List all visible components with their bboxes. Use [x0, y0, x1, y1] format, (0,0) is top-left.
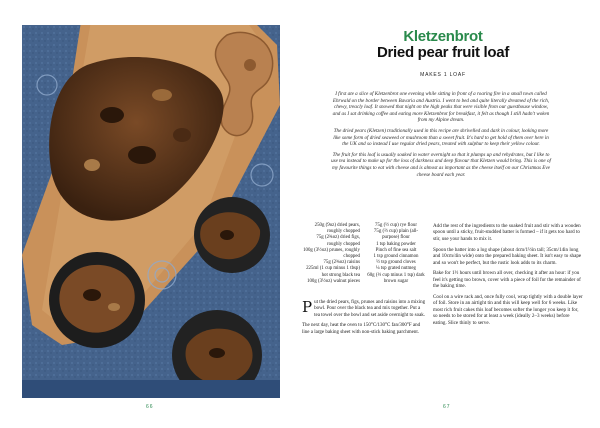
ingredient-item: 100g (3½oz) walnut pieces	[307, 278, 360, 284]
recipe-yield: MAKES 1 LOAF	[420, 72, 466, 78]
ingredient-item: 1 tsp ground cinnamon	[373, 254, 419, 260]
recipe-title: Dried pear fruit loaf	[376, 44, 510, 61]
ingredient-item: ½ tsp ground cloves	[376, 260, 416, 266]
ingredient-item: 75g (2¾oz) dried figs, roughly chopped	[316, 235, 360, 247]
method-step: Bake for 1½ hours until brown all over, checking it after an hour: if you feel it's getting too brown, cover with a piece of foil for the remainder of the baking time.	[433, 270, 581, 290]
page-number-left: 66	[146, 404, 154, 410]
drop-cap: P	[302, 298, 313, 316]
method-step-text: ut the dried pears, figs, prunes and raisins into a mixing bowl. Pour over the black tea and mix together. Put a tea towel over the bowl and set aside overnight to soak.	[314, 300, 426, 318]
ingredients-column-2	[366, 223, 426, 285]
recipe-kicker-title: Kletzenbrot	[403, 28, 483, 45]
method-column-right	[433, 223, 583, 331]
ingredient-item: Pinch of fine sea salt	[375, 247, 417, 253]
ingredient-item: 225ml (1 cup minus 1 tbsp) hot strong black tea	[306, 266, 360, 278]
ingredient-item: ¼ tsp grated nutmeg	[376, 266, 416, 272]
method-step: Add the rest of the ingredients to the soaked fruit and stir with a wooden spoon until a sticky, fruit-studded batter is formed – if it gets too hard to stir, use your hands to mix it.	[433, 223, 581, 242]
recipe-intro	[330, 91, 552, 182]
ingredient-item: 250g (9oz) dried pears, roughly chopped	[314, 223, 360, 235]
intro-paragraph: I first ate a slice of Kletzenbrot one evening while sitting in front of a roaring fire in a small town called Ehrwald on the border between Bavaria and Austria. I went to bed and quite literally dreamed of the rich, chewy, treacly loaf. It snowed that night on the high peaks that were visible from our guesthouse window, and as I sat drinking coffee and eating more Kletzenbrot for breakfast, it felt as though I still hadn't woken from my Alpine dream.	[332, 91, 550, 124]
ingredient-item: 75g (2¾oz) raisins	[323, 260, 360, 266]
method-column-left	[302, 300, 426, 340]
ingredient-item: 100g (3½oz) prunes, roughly chopped	[303, 247, 360, 260]
ingredient-item: 60g (⅓ cup minus 1 tsp) dark brown sugar	[367, 272, 425, 284]
method-step: Spoon the batter into a log shape (about 4cm/1½in tall; 35cm/14in long and 10cm/4in wide) onto the prepared baking sheet. It isn't easy to shape and so won't be perfect, but the rustic look adds to its charm.	[433, 246, 582, 266]
fruit-loaf-photo-illustration	[22, 25, 280, 398]
recipe-photo	[22, 25, 280, 398]
method-step: The next day, heat the oven to 150°C/130°C fan/300°F and line a large baking sheet with non-stick baking parchment.	[302, 323, 421, 335]
intro-paragraph: The fruit for this loaf is usually soaked in water overnight so that it plumps up and rehydrates, but I like to use tea instead to make up for the loss of darkness and deep flavour that Kletzen would bring. This is one of my favourite things to eat with cheese and is almost as important as the cheese itself on our Christmas Eve cheese board each year.	[331, 151, 551, 178]
method-step	[302, 300, 426, 319]
ingredient-item: 75g (⅔ cup) plain (all-purpose) flour	[373, 229, 419, 241]
ingredient-item: 75g (½ cup) rye flour	[375, 223, 417, 228]
page-number-right: 67	[443, 404, 451, 410]
method-step: Cool on a wire rack and, once fully cool, wrap tightly with a double layer of foil. Store in an airtight tin and this will keep well for 6 weeks. Like most rich fruit cakes this loaf becomes softer the longer you keep it for, so needs to be stored for at least a week (ideally 2–3 weeks) before eating. Slice thinly to serve.	[433, 293, 583, 326]
intro-paragraph: The dried pears (Kletzen) traditionally used in this recipe are shrivelled and dark in colour, looking more like some form of dried seaweed or mushroom than a sweet fruit. It's hard to get hold of them over here in the UK and so instead I use regular dried pears, treated with sulphur to keep their yellow colour.	[333, 127, 549, 148]
ingredients-column-1	[302, 223, 360, 285]
ingredient-item: 1 tsp baking powder	[376, 241, 416, 247]
